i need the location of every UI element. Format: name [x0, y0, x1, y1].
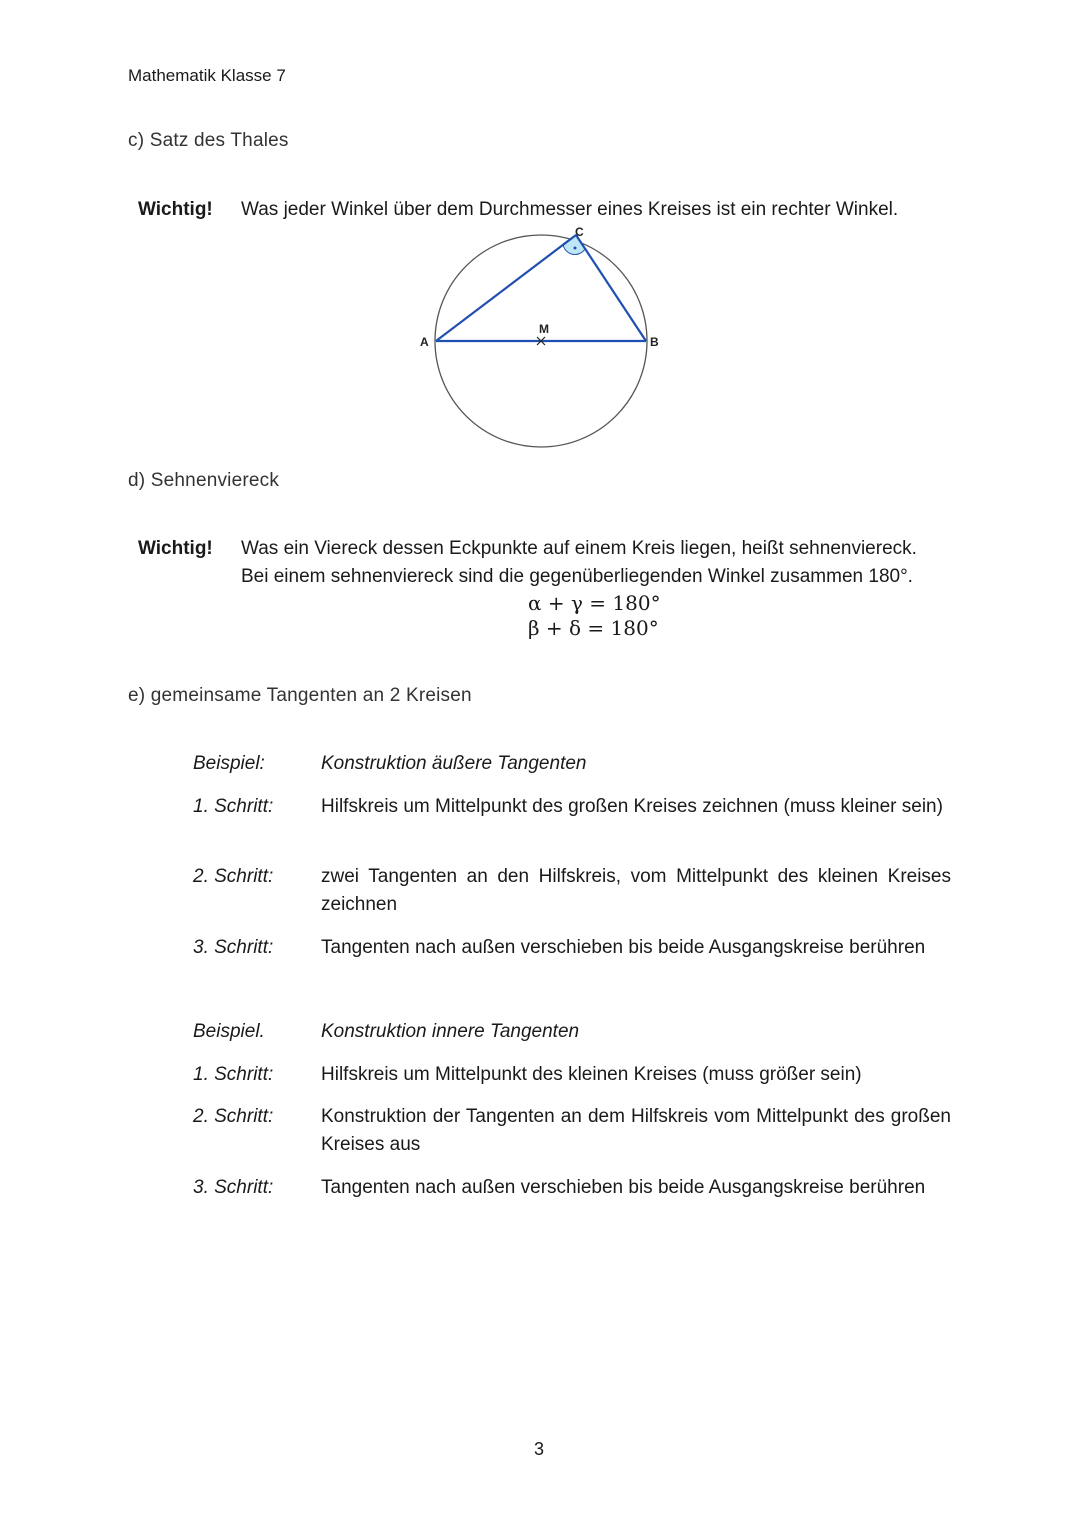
important-label-sehnenviereck: Wichtig!: [138, 538, 213, 559]
section-heading-thales: c) Satz des Thales: [128, 130, 289, 151]
step-text: Konstruktion der Tangenten an dem Hilfskreis vom Mittelpunkt des großen Kreises aus: [321, 1106, 951, 1155]
section-heading-tangenten: e) gemeinsame Tangenten an 2 Kreisen: [128, 685, 472, 706]
formula-beta-delta: β + δ = 180°: [528, 616, 659, 640]
step-label: 3. Schritt:: [193, 937, 274, 958]
thales-figure: [410, 222, 680, 457]
step-label: 3. Schritt:: [193, 1177, 274, 1198]
point-label-b: B: [650, 335, 659, 349]
important-label-thales: Wichtig!: [138, 199, 213, 220]
step-text: Tangenten nach außen verschieben bis beide Ausgangskreise berühren: [321, 1177, 926, 1198]
step-text: Tangenten nach außen verschieben bis beide Ausgangskreise berühren: [321, 937, 926, 958]
formula-alpha-gamma: α + γ = 180°: [528, 591, 661, 615]
sehnenviereck-property: Bei einem sehnenviereck sind die gegenüberliegenden Winkel zusammen 180°.: [241, 566, 913, 587]
section-heading-sehnenviereck: d) Sehnenviereck: [128, 470, 280, 491]
example-label-inner: Beispiel.: [193, 1021, 265, 1042]
step-text: Hilfskreis um Mittelpunkt des kleinen Kreises (muss größer sein): [321, 1064, 862, 1085]
step-text: Hilfskreis um Mittelpunkt des großen Kreises zeichnen (muss kleiner sein): [321, 796, 943, 817]
side-ac: [436, 235, 576, 341]
step-label: 1. Schritt:: [193, 1064, 274, 1085]
example-label-outer: Beispiel:: [193, 753, 265, 774]
step-label: 2. Schritt:: [193, 866, 274, 887]
point-label-a: A: [420, 335, 429, 349]
side-cb: [576, 235, 646, 341]
example-title-outer: Konstruktion äußere Tangenten: [321, 753, 587, 774]
thales-statement: Was jeder Winkel über dem Durchmesser eines Kreises ist ein rechter Winkel.: [241, 199, 899, 220]
sehnenviereck-definition: Was ein Viereck dessen Eckpunkte auf einem Kreis liegen, heißt sehnenviereck.: [241, 538, 917, 559]
example-title-inner: Konstruktion innere Tangenten: [321, 1021, 580, 1042]
page-number: 3: [534, 1439, 545, 1459]
document-header: Mathematik Klasse 7: [128, 66, 286, 85]
step-label: 2. Schritt:: [193, 1106, 274, 1127]
point-label-c: C: [575, 225, 584, 239]
point-label-m: M: [539, 322, 549, 336]
step-text: zwei Tangenten an den Hilfskreis, vom Mittelpunkt des kleinen Kreises zeichnen: [321, 866, 951, 915]
right-angle-dot: [574, 247, 577, 250]
step-label: 1. Schritt:: [193, 796, 274, 817]
